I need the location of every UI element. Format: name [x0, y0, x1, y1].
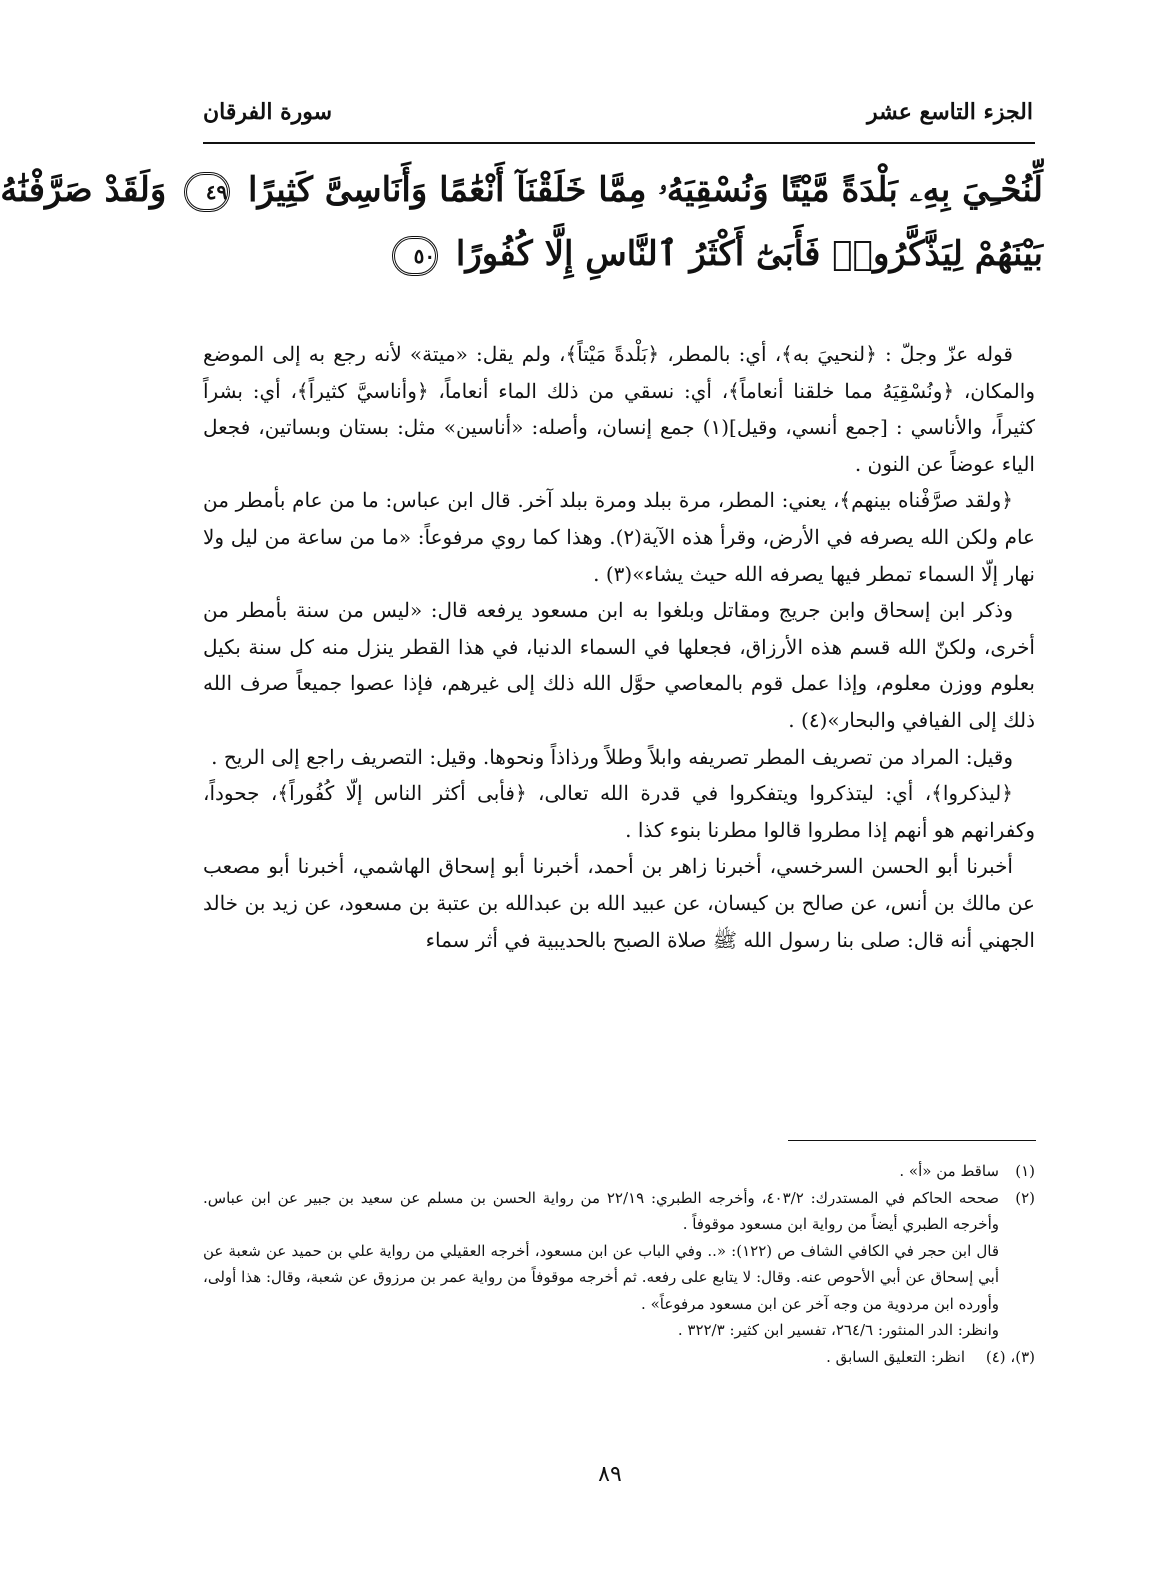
commentary-text	[203, 336, 1035, 958]
part-title: الجزء التاسع عشر	[866, 99, 1033, 125]
surah-title: سورة الفرقان	[203, 99, 333, 125]
footnote	[203, 1317, 1035, 1344]
ayah-number-50: ٥٠	[392, 236, 438, 276]
quran-verses	[0, 158, 1043, 286]
footnote-rule	[788, 1140, 1036, 1141]
footnote-text: ساقط من «أ» .	[899, 1162, 999, 1180]
page-number: ٨٩	[598, 1462, 622, 1487]
footnote-number	[999, 1238, 1035, 1318]
footnote-text: انظر: التعليق السابق .	[826, 1347, 965, 1366]
footnotes	[203, 1158, 1035, 1370]
verse-49-text: لِّنُحْـِيَ بِهِۦ بَلْدَةً مَّيْتًا وَنُسْقِيَهُۥ مِمَّا خَلَقْنَآ أَنْعَٰمًا وَأَنَاسِىَّ كَثِيرًا	[248, 170, 1043, 210]
verse-50-text: بَيْنَهُمْ لِيَذَّكَّرُوا۟ فَأَبَىٰٓ أَكْثَرُ ٱلنَّاسِ إِلَّا كُفُورًا	[455, 234, 1043, 274]
page-header	[203, 92, 1033, 132]
footnote-number: (٣)، (٤)	[985, 1347, 1035, 1366]
quran-line-1	[0, 158, 1043, 222]
footnote	[203, 1158, 1035, 1185]
footnote-text: قال ابن حجر في الكافي الشاف ص (١٢٢): «.. وفي الباب عن ابن مسعود، أخرجه العقيلي من رواية علي بن حميد عن شعبة عن أبي إسحاق عن أبي الأحوص عنه. وقال: لا يتابع على رفعه. ثم أخرجه موقوفاً من رواية عمر بن مرزوق عن شعبة، وقال: هذا أولى، وأورده ابن مردوية من وجه آخر عن ابن مسعود مرفوعاً» .	[203, 1241, 1000, 1313]
footnote-text: صححه الحاكم في المستدرك: ٤٠٣/٢، وأخرجه الطبري: ٢٢/١٩ من رواية الحسن بن مسلم عن سعيد بن جبير عن ابن عباس. وأخرجه الطبري أيضاً من رواية ابن مسعود موقوفاً .	[203, 1188, 999, 1233]
ayah-number-49: ٤٩	[184, 172, 230, 212]
footnote-number	[999, 1317, 1035, 1344]
header-rule	[203, 142, 1035, 144]
paragraph-2: ﴿ولقد صرَّفْناه بينهم﴾، يعني: المطر، مرة ببلد ومرة ببلد آخر. قال ابن عباس: ما من عام بأمطر من عام ولكن الله يصرفه في الأرض، وقرأ هذه الآية(٢). وهذا كما روي مرفوعاً: «ما من ساعة من ليل ولا نهار إلّا السماء تمطر فيها يصرفه الله حيث يشاء»(٣) .	[203, 488, 1035, 586]
verse-50-start: وَلَقَدْ صَرَّفْنَٰهُ	[0, 170, 167, 210]
footnote-text: وانظر: الدر المنثور: ٢٦٤/٦، تفسير ابن كثير: ٣٢٢/٣ .	[677, 1321, 999, 1339]
footnote-number: (١)	[1015, 1162, 1035, 1180]
quran-line-2	[203, 222, 1043, 286]
paragraph-1: قوله عزّ وجلّ : ﴿لنحييَ به﴾، أي: بالمطر، ﴿بَلْدةً مَيْتاً﴾، ولم يقل: «ميتة» لأنه رجع به إلى الموضع والمكان، ﴿ونُسْقِيَهُ مما خلقنا أنعاماً﴾، أي: نسقي من ذلك الماء أنعاماً، ﴿وأناسيَّ كثيراً﴾، أي: بشراً كثيراً، والأناسي : [جمع أنسي، وقيل](١) جمع إنسان، وأصله: «أناسين» مثل: بستان وبساتين، فجعل الياء عوضاً عن النون .	[203, 342, 1036, 476]
footnote	[203, 1238, 1035, 1318]
footnote-number: (٢)	[1015, 1188, 1035, 1207]
footnote	[203, 1344, 1035, 1371]
paragraph-6: أخبرنا أبو الحسن السرخسي، أخبرنا زاهر بن أحمد، أخبرنا أبو إسحاق الهاشمي، أخبرنا أبو مصعب عن مالك بن أنس، عن صالح بن كيسان، عن عبيد الله بن عبدالله بن عتبة بن مسعود، عن زيد بن خالد الجهني أنه قال: صلى بنا رسول الله ﷺ صلاة الصبح بالحديبية في أثر سماء	[203, 854, 1035, 952]
footnote	[203, 1185, 1035, 1238]
paragraph-5: ﴿ليذكروا﴾، أي: ليتذكروا ويتفكروا في قدرة الله تعالى، ﴿فأبى أكثر الناس إلّا كُفُوراً﴾، جحوداً، وكفرانهم هو أنهم إذا مطروا قالوا مطرنا بنوء كذا .	[203, 781, 1035, 842]
paragraph-3: وذكر ابن إسحاق وابن جريج ومقاتل وبلغوا به ابن مسعود يرفعه قال: «ليس من سنة بأمطر من أخرى، ولكنّ الله قسم هذه الأرزاق، فجعلها في السماء الدنيا، في هذا القطر ينزل منه كل سنة بكيل بعلوم ووزن معلوم، وإذا عمل قوم بالمعاصي حوَّل الله ذلك إلى غيرهم، فإذا عصوا جميعاً صرف الله ذلك إلى الفيافي والبحار»(٤) .	[203, 598, 1035, 732]
paragraph-4: وقيل: المراد من تصريف المطر تصريفه وابلاً وطلاً ورذاذاً ونحوها. وقيل: التصريف راجع إلى الريح .	[211, 744, 1013, 769]
